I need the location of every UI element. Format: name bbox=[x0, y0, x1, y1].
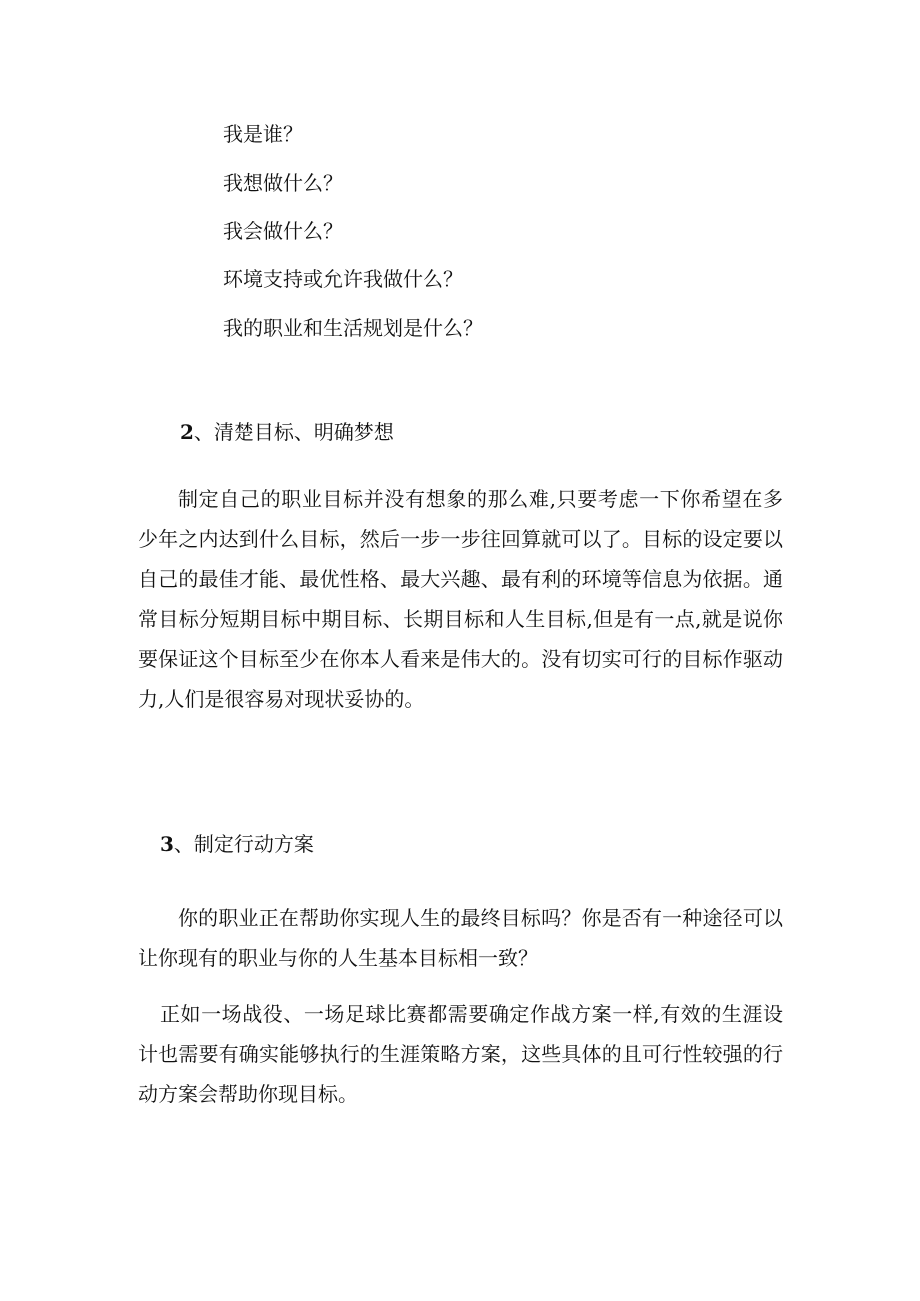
question-what-do-i-want: 我想做什么？ bbox=[223, 171, 343, 195]
question-career-plan: 我的职业和生活规划是什么？ bbox=[223, 316, 483, 340]
question-what-can-i-do: 我会做什么？ bbox=[223, 219, 343, 243]
section-2-number: 2 bbox=[180, 420, 194, 444]
section-3-title: 、制定行动方案 bbox=[173, 832, 314, 856]
section-3-number: 3 bbox=[160, 832, 174, 856]
question-environment: 环境支持或允许我做什么？ bbox=[223, 267, 463, 291]
section-3-heading bbox=[160, 831, 314, 857]
section-2-title: 、清楚目标、明确梦想 bbox=[193, 420, 394, 444]
question-who-am-i: 我是谁？ bbox=[223, 122, 303, 146]
section-2-heading bbox=[180, 419, 394, 445]
section-3-paragraph-2: 正如一场战役、一场足球比赛都需要确定作战方案一样,有效的生涯设计也需要有确实能够执行的生涯策略方案，这些具体的且可行性较强的行动方案会帮助你现目标。 bbox=[138, 1002, 783, 1106]
section-2-paragraph: 制定自己的职业目标并没有想象的那么难,只要考虑一下你希望在多少年之内达到什么目标，然后一步一步往回算就可以了。目标的设定要以自己的最佳才能、最优性格、最大兴趣、最有利的环境等信息为依据。通常目标分短期目标中期目标、长期目标和人生目标,但是有一点,就是说你要保证这个目标至少在你本人看来是伟大的。没有切实可行的目标作驱动力,人们是很容易对现状妥协的。 bbox=[138, 487, 783, 711]
section-3-paragraph-1: 你的职业正在帮助你实现人生的最终目标吗？你是否有一种途径可以让你现有的职业与你的人生基本目标相一致？ bbox=[138, 906, 783, 970]
